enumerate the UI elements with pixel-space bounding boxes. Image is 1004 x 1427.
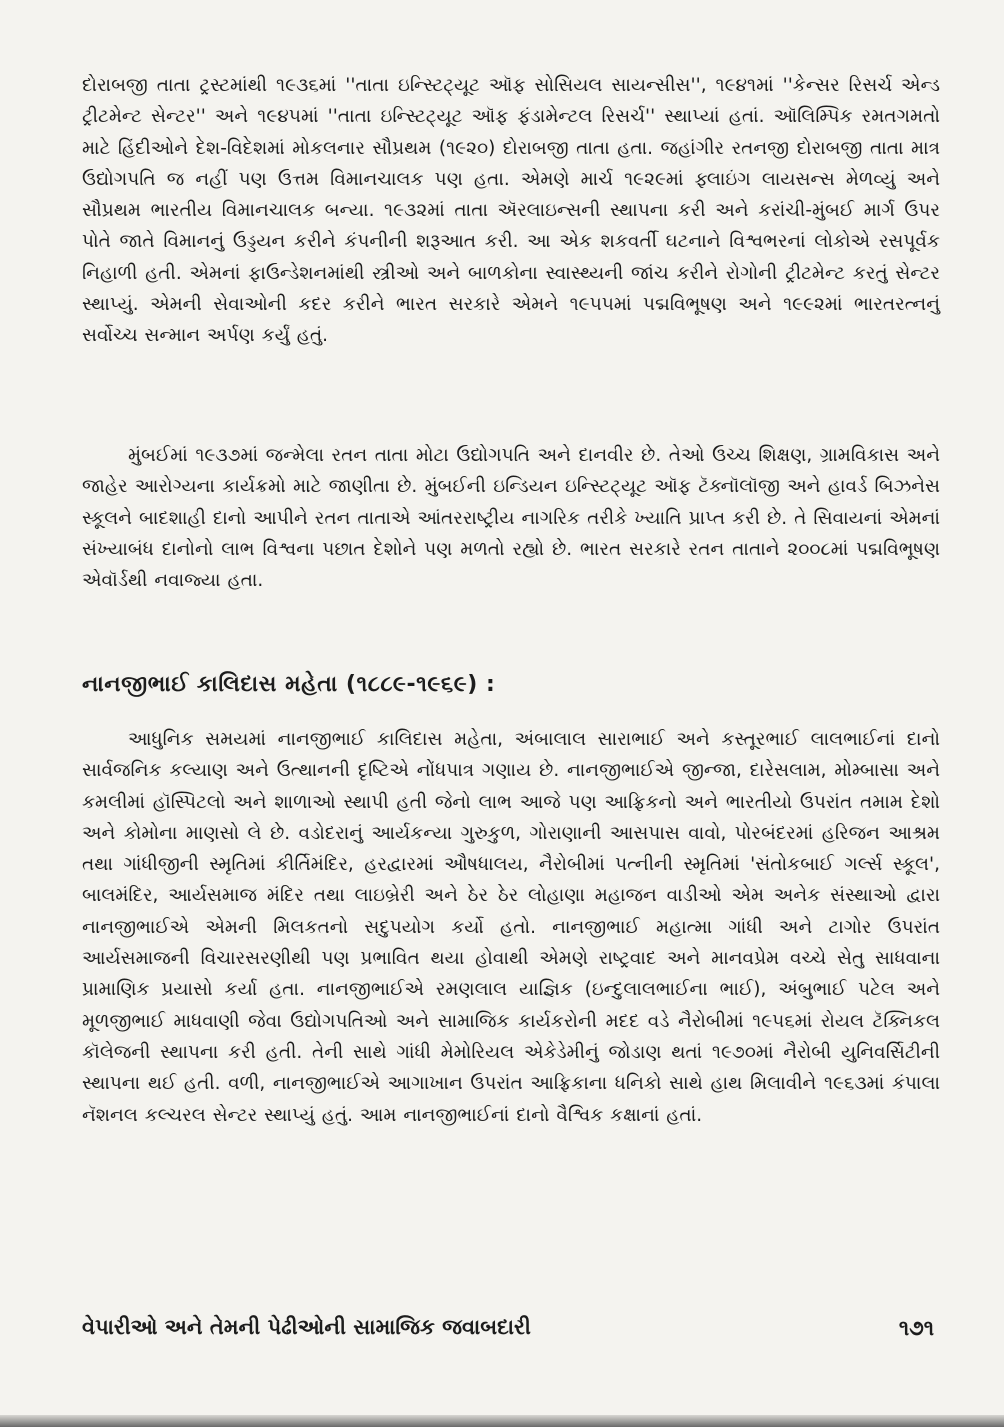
paragraph-ratan-tata: [82, 440, 940, 596]
scan-bottom-edge: [0, 1415, 1004, 1427]
section-heading: નાનજીભાઈ કાલિદાસ મહેતા (૧૮૮૯-૧૯૬૯) :: [82, 672, 496, 697]
paragraph-nanjibhai: [82, 724, 940, 1131]
paragraph-tata-trusts: [82, 70, 940, 352]
paragraph-text: દોરાબજી તાતા ટ્રસ્ટમાંથી ૧૯૩૬માં ''તાતા ઇન્સ્ટિટ્યૂટ ઑફ સોસિયલ સાયન્સીસ'', ૧૯૪૧માં ''કેન્સર રિસર્ચ એન્ડ ટ્રીટમેન્ટ સેન્ટર'' અને ૧૯૪૫માં ''તાતા ઇન્સ્ટિટ્યૂટ ઑફ ફંડામેન્ટલ રિસર્ચ'' સ્થાપ્યાં હતાં. ઑલિમ્પિક રમતગમતો માટે હિંદીઓને દેશ-વિદેશમાં મોકલનાર સૌપ્રથમ (૧૯૨૦) દોરાબજી તાતા હતા. જહાંગીર રતનજી દોરાબજી તાતા માત્ર ઉદ્યોગપતિ જ નહીં પણ ઉત્તમ વિમાનચાલક પણ હતા. એમણે માર્ચ ૧૯૨૯માં ફ્લાઇંગ લાયસન્સ મેળવ્યું અને સૌપ્રથમ ભારતીય વિમાનચાલક બન્યા. ૧૯૩૨માં તાતા ઍરલાઇન્સની સ્થાપના કરી અને કરાંચી-મુંબઈ માર્ગ ઉપર પોતે જાતે વિમાનનું ઉડ્ડયન કરીને કંપનીની શરૂઆત કરી. આ એક શકવર્તી ઘટનાને વિશ્વભરનાં લોકોએ રસપૂર્વક નિહાળી હતી. એમનાં ફાઉન્ડેશનમાંથી સ્ત્રીઓ અને બાળકોના સ્વાસ્થ્યની જાંચ કરીને રોગોની ટ્રીટમેન્ટ કરતું સેન્ટર સ્થાપ્યું. એમની સેવાઓની કદર કરીને ભારત સરકારે એમને ૧૯૫૫માં પદ્મવિભૂષણ અને ૧૯૯૨માં ભારતરત્નનું સર્વોચ્ચ સન્માન અર્પણ કર્યું હતું.: [82, 75, 940, 347]
footer-chapter-title: વેપારીઓ અને તેમની પેઢીઓની સામાજિક જવાબદારી: [82, 1315, 531, 1339]
paragraph-text: મુંબઈમાં ૧૯૩૭માં જન્મેલા રતન તાતા મોટા ઉદ્યોગપતિ અને દાનવીર છે. તેઓ ઉચ્ચ શિક્ષણ, ગ્રામવિકાસ અને જાહેર આરોગ્યના કાર્યક્રમો માટે જાણીતા છે. મુંબઈની ઇન્ડિયન ઇન્સ્ટિટ્યૂટ ઑફ ટૅક્નૉલૉજી અને હાવર્ડ બિઝનેસ સ્કૂલને બાદશાહી દાનો આપીને રતન તાતાએ આંતરરાષ્ટ્રીય નાગરિક તરીકે ખ્યાતિ પ્રાપ્ત કરી છે. તે સિવાયનાં એમનાં સંખ્યાબંધ દાનોનો લાભ વિશ્વના પછાત દેશોને પણ મળતો રહ્યો છે. ભારત સરકારે રતન તાતાને ૨૦૦૮માં પદ્મવિભૂષણ એવૉર્ડથી નવાજ્યા હતા.: [82, 445, 940, 592]
paragraph-text: આધુનિક સમયમાં નાનજીભાઈ કાલિદાસ મહેતા, અંબાલાલ સારાભાઈ અને કસ્તૂરભાઈ લાલભાઈનાં દાનો સાર્વજનિક કલ્યાણ અને ઉત્થાનની દૃષ્ટિએ નોંધપાત્ર ગણાય છે. નાનજીભાઈએ જીન્જા, દારેસલામ, મોમ્બાસા અને કમલીમાં હૉસ્પિટલો અને શાળાઓ સ્થાપી હતી જેનો લાભ આજે પણ આફ્રિકનો અને ભારતીયો ઉપરાંત તમામ દેશો અને કોમોના માણસો લે છે. વડોદરાનું આર્યકન્યા ગુરુકુળ, ગોરાણાની આસપાસ વાવો, પોરબંદરમાં હરિજન આશ્રમ તથા ગાંધીજીની સ્મૃતિમાં કીર્તિમંદિર, હરદ્વારમાં ઔષધાલય, નૈરોબીમાં પત્નીની સ્મૃતિમાં 'સંતોકબાઈ ગર્લ્સ સ્કૂલ', બાલમંદિર, આર્યસમાજ મંદિર તથા લાઇબ્રેરી અને ઠેર ઠેર લોહાણા મહાજન વાડીઓ એમ અનેક સંસ્થાઓ દ્વારા નાનજીભાઈએ એમની મિલકતનો સદુપયોગ કર્યો હતો. નાનજીભાઈ મહાત્મા ગાંધી અને ટાગોર ઉપરાંત આર્યસમાજની વિચારસરણીથી પણ પ્રભાવિત થયા હોવાથી એમણે રાષ્ટ્રવાદ અને માનવપ્રેમ વચ્ચે સેતુ સાધવાના પ્રામાણિક પ્રયાસો કર્યા હતા. નાનજીભાઈએ રમણલાલ યાજ્ઞિક (ઇન્દુલાલભાઈના ભાઈ), અંબુભાઈ પટેલ અને મૂળજીભાઈ માધવાણી જેવા ઉદ્યોગપતિઓ અને સામાજિક કાર્યકરોની મદદ વડે નૈરોબીમાં ૧૯૫૬માં રોયલ ટૅક્નિકલ કૉલેજની સ્થાપના કરી હતી. તેની સાથે ગાંધી મેમોરિયલ એકેડેમીનું જોડાણ થતાં ૧૯૭૦માં નૈરોબી યુનિવર્સિટીની સ્થાપના થઈ હતી. વળી, નાનજીભાઈએ આગાખાન ઉપરાંત આફ્રિકાના ધનિકો સાથે હાથ મિલાવીને ૧૯૬૩માં કંપાલા નૅશનલ કલ્ચરલ સેન્ટર સ્થાપ્યું હતું. આમ નાનજીભાઈનાં દાનો વૈશ્વિક કક્ષાનાં હતાં.: [82, 729, 940, 1126]
page-number: ૧૭૧: [898, 1316, 934, 1340]
